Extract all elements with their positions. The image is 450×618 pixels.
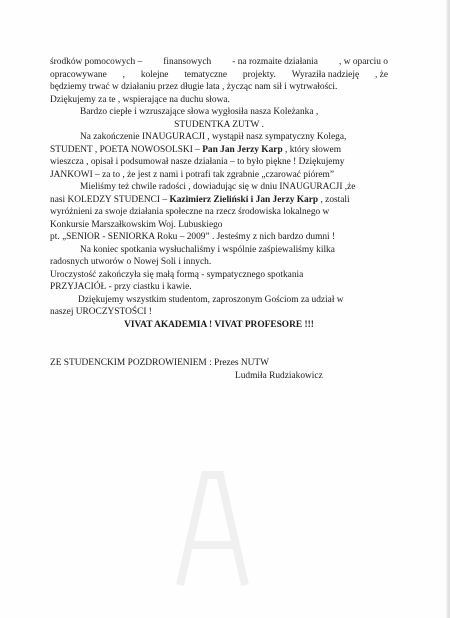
paragraph-1 [50, 56, 388, 106]
paragraph-4 [50, 181, 388, 244]
paragraph-1-line-4: Dziękujemy za te , wspierające na duchu słowa. [50, 94, 230, 105]
paragraph-3-line-1: Na zakończenie INAUGURACJI , wystąpił nasz sympatyczny Kolega, [80, 132, 347, 142]
paragraph-4-line-3: wyróżnieni za swoje działania społeczne na rzecz środowiska lokalnego w [50, 207, 330, 217]
paragraph-7-line-1: Dziękujemy wszystkim studentom, zaproszonym Gościom za udział w [78, 294, 344, 305]
honoree-name: Pan Jan Jerzy Karp [202, 144, 283, 155]
text-segment: - na rozmaite działania [232, 57, 318, 67]
letter-body [50, 56, 388, 382]
paragraph-2-line-1: Bardzo ciepłe i wzruszające słowa wygłosiła nasza Koleżanka , [80, 107, 319, 117]
faint-watermark [160, 455, 280, 595]
text-segment: , że [374, 69, 388, 80]
text-segment: , zostali [318, 194, 350, 205]
paragraph-4-line-4: Konkursie Marszałkowskim Woj. Lubuskiego [50, 219, 223, 230]
spacer [50, 331, 388, 357]
paragraph-1-line-3: będziemy trwać w działaniu przez długie lata , życząc nam sił i wytrwałości. [50, 82, 338, 92]
paragraph-3 [50, 131, 388, 181]
text-segment: finansowych [163, 57, 212, 67]
page-edge-shadow [446, 0, 450, 618]
paragraph-6 [50, 269, 388, 294]
text-segment: STUDENT , POETA NOWOSOLSKI – [50, 144, 203, 155]
text-segment: opracowywane [50, 69, 107, 80]
paragraph-4-line-1: Mieliśmy też chwile radości , dowiadując się w dniu INAUGURACJI ,że [80, 182, 356, 192]
paragraph-4-line-5: pt. „SENIOR - SENIORKA Roku – 2009” . Jesteśmy z nich bardzo dumni ! [50, 232, 336, 242]
text-segment: Wyraziła nadzieję [291, 69, 360, 80]
text-segment: środków pomocowych – [50, 57, 143, 67]
closing-slogan: VIVAT AKADEMIA ! VIVAT PROFESORE !!! [124, 319, 314, 330]
text-segment: kolejne [140, 69, 169, 80]
paragraph-1-line-2 [50, 69, 388, 82]
text-segment: , który słowem [282, 144, 342, 155]
paragraph-7 [50, 294, 388, 319]
paragraph-7-line-2: naszej UROCZYSTOŚCI ! [50, 307, 152, 317]
paragraph-5-line-1: Na koniec spotkania wysłuchaliśmy i wspólnie zaśpiewaliśmy kilka [80, 244, 335, 255]
paragraph-5 [50, 244, 388, 269]
text-segment: projekty. [242, 69, 276, 80]
greeting-line: ZE STUDENCKIM POZDROWIENIEM : Prezes NUTW [50, 358, 269, 368]
honoree-names: Kazimierz Zieliński i Jan Jerzy Karp [169, 194, 319, 205]
text-segment: , [122, 69, 125, 80]
paragraph-2-line-2: STUDENTKA ZUTW . [174, 119, 264, 130]
text-segment: , w oparciu o [339, 57, 388, 67]
paragraph-3-line-2 [50, 144, 388, 157]
text-segment: nasi KOLEDZY STUDENCI – [50, 194, 170, 205]
paragraph-2 [50, 106, 388, 131]
text-segment: tematyczne [184, 69, 228, 80]
paragraph-3-line-3: wieszcza , opisał i podsumował nasze działania – to było piękne ! Dziękujemy [50, 157, 345, 167]
paragraph-1-line-1 [50, 56, 388, 69]
paragraph-5-line-2: radosnych utworów o Nowej Soli i innych. [50, 257, 212, 267]
paragraph-6-line-1: Uroczystość zakończyła się małą formą - sympatycznego spotkania [50, 269, 304, 280]
signature-name: Ludmiła Rudziakowicz [235, 370, 323, 381]
paragraph-3-line-4: JANKOWI – za to , że jest z nami i potrafi tak zgrabnie „czarować piórem” [50, 169, 334, 180]
paragraph-6-line-2: PRZYJACIÓŁ - przy ciastku i kawie. [50, 282, 192, 292]
paragraph-4-line-2 [50, 194, 388, 207]
